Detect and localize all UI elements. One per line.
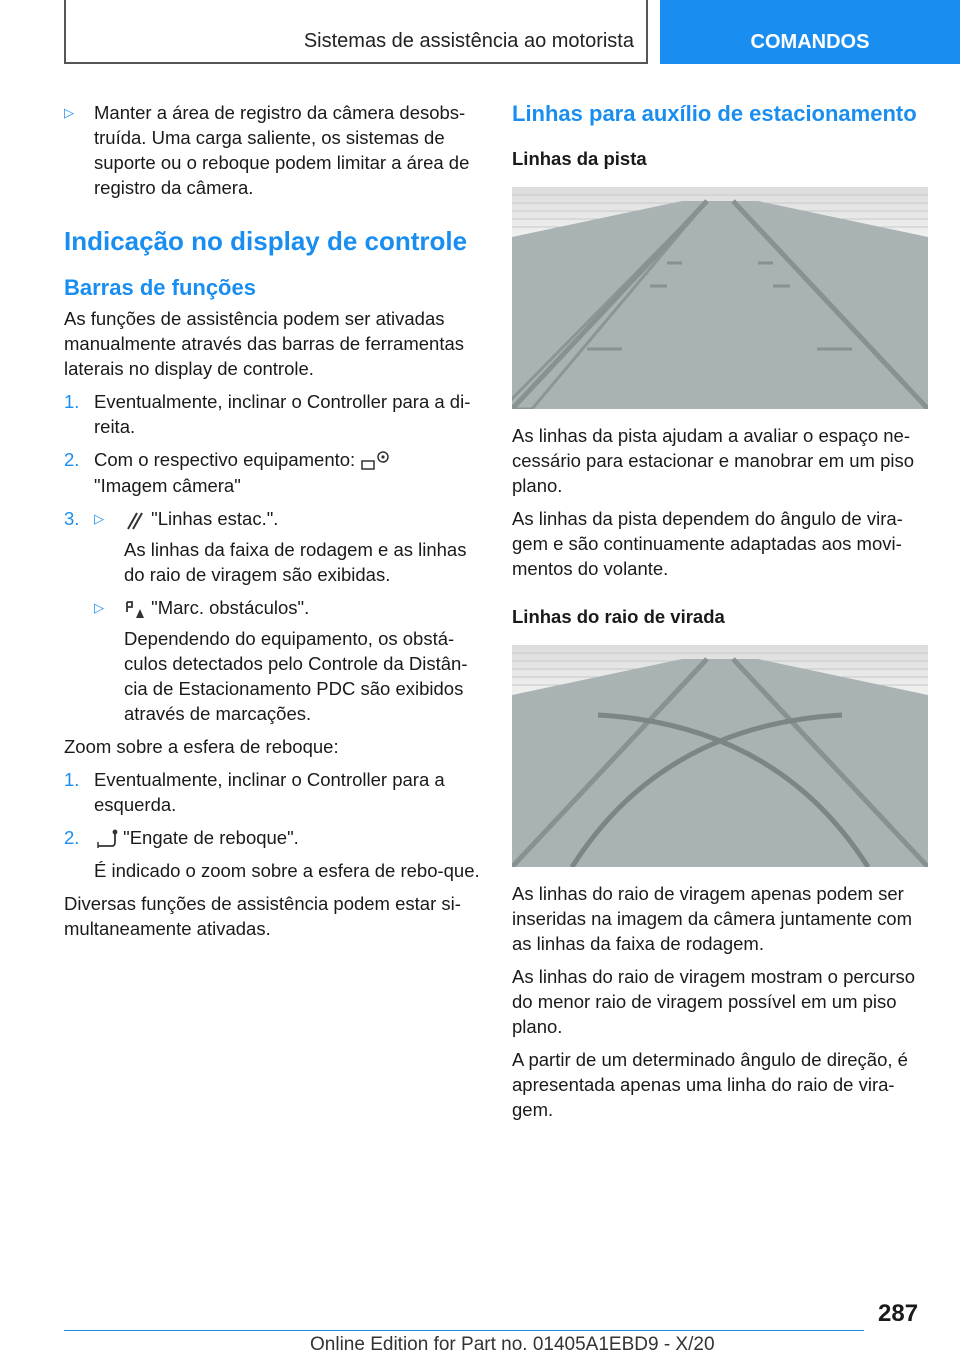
paragraph: As linhas do raio de viragem apenas podem ser inseridas na imagem da câmera juntamente com as linhas da faixa de rodagem. [512, 883, 912, 954]
obstacle-marking-icon [124, 598, 146, 620]
sub-item-label: "Linhas estac.". [151, 508, 279, 530]
list-text-2: "Imagem câmera" [94, 475, 241, 497]
paragraph: As linhas da pista ajudam a avaliar o espaço ne-cessário para estacionar e manobrar em um piso plano. [512, 425, 915, 496]
triangle-bullet-icon: ▷ [94, 511, 104, 527]
list-text-2: É indicado o zoom sobre a esfera de rebo-que. [94, 860, 480, 882]
list-text: Eventualmente, inclinar o Controller para a di-reita. [94, 391, 471, 437]
left-column [64, 100, 482, 941]
list-text: Com o respectivo equipamento: [94, 449, 356, 470]
closing-paragraph: Diversas funções de assistência podem estar si-multaneamente ativadas. [64, 893, 461, 940]
list-item [64, 389, 482, 439]
section-heading: Linhas para auxílio de estacionamento [512, 101, 917, 126]
trailer-hitch-icon [94, 828, 118, 850]
footer-edition: Online Edition for Part no. 01405A1EBD9 - X/20 [310, 1334, 715, 1355]
list-item [64, 506, 482, 726]
lane-lines-image [512, 187, 928, 409]
turning-radius-lines-image [512, 645, 928, 867]
header-frame [64, 0, 648, 64]
chapter-title: Sistemas de assistência ao motorista [303, 30, 634, 52]
page-number: 287 [878, 1300, 919, 1327]
list-item [64, 100, 482, 200]
intro-paragraph: As funções de assistência podem ser ativadas manualmente através das barras de ferramentas laterais no display de controle. [64, 308, 465, 379]
sub-list-item [94, 595, 482, 726]
camera-settings-icon [360, 449, 392, 473]
paragraph: As linhas da pista dependem do ângulo de vira-gem e são continuamente adaptadas aos movi-mentos do volante. [512, 508, 903, 579]
paragraph: As linhas do raio de viragem mostram o percurso do menor raio de viragem possível em um piso plano. [512, 966, 916, 1037]
list-number: 1. [64, 769, 80, 791]
list-item [64, 825, 482, 883]
section-tab[interactable]: COMANDOS [660, 0, 960, 64]
zoom-intro: Zoom sobre a esfera de reboque: [64, 736, 339, 758]
list-item [64, 767, 482, 817]
subsection-heading: Barras de funções [64, 275, 256, 300]
list-text: "Engate de reboque". [123, 827, 299, 849]
footer-divider [64, 1330, 864, 1331]
section-heading: Indicação no display de controle [64, 226, 468, 256]
sub-list-item [94, 506, 482, 587]
triangle-bullet-icon: ▷ [64, 105, 74, 120]
list-number: 1. [64, 391, 80, 412]
list-number: 2. [64, 449, 80, 470]
parking-lines-icon [124, 509, 146, 531]
triangle-bullet-icon: ▷ [94, 600, 104, 616]
list-number: 2. [64, 827, 80, 849]
sub-item-label: "Marc. obstáculos". [151, 597, 310, 619]
subheading-turning-radius: Linhas do raio de virada [512, 606, 725, 627]
sub-item-text: Dependendo do equipamento, os obstá-culos detectados pelo Controle da Distân-cia de Estacionamento PDC são exibidos através de marcações. [124, 628, 468, 725]
bullet-text: Manter a área de registro da câmera desobs-truída. Uma carga saliente, os sistemas de suporte ou o reboque podem limitar a área de registro da câmera. [94, 102, 470, 198]
right-column [512, 100, 928, 1130]
list-text: Eventualmente, inclinar o Controller para a esquerda. [94, 769, 445, 816]
paragraph: A partir de um determinado ângulo de direção, é apresentada apenas uma linha do raio de vira-gem. [512, 1049, 908, 1120]
sub-item-text: As linhas da faixa de rodagem e as linhas do raio de viragem são exibidas. [124, 539, 467, 586]
subheading-lane-lines: Linhas da pista [512, 148, 647, 169]
list-item [64, 447, 482, 498]
list-number: 3. [64, 508, 80, 530]
